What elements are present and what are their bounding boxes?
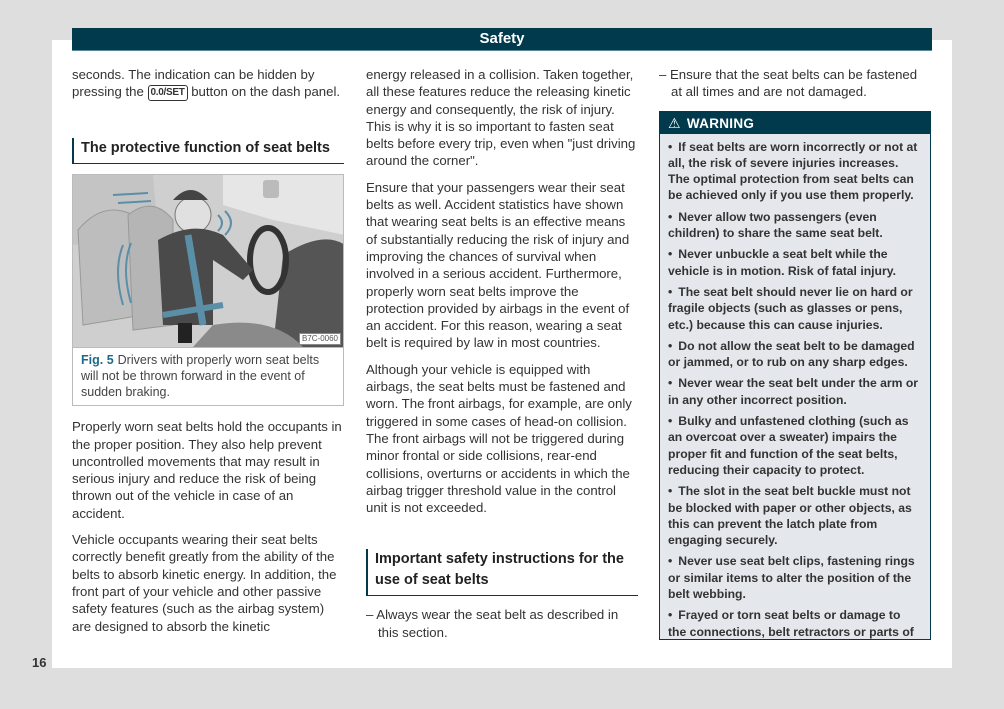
set-button-glyph: 0.0/SET: [148, 85, 188, 101]
warning-item: • Frayed or torn seat belts or damage to the connections, belt retractors or parts of: [668, 608, 914, 639]
driver-seatbelt-illustration: [73, 175, 343, 348]
section-heading-protective-function: The protective function of seat belts: [72, 138, 344, 164]
body-paragraph: Although your vehicle is equipped with airbags, the seat belts must be fastened and worn. The front airbags, for example, are only triggered in some cases of head-on collision. The front airbags will not be triggered during minor frontal or side collisions, rear-end collisions, overturns or accidents in which the airbag trigger threshold value in the control unit is not exceeded.: [366, 361, 632, 516]
body-paragraph: energy released in a collision. Taken together, all these features reduce the releasing kinetic energy and consequently, the risk of injury. This is why it is so important to fasten seat belts before every trip, even when "just driving around the corner".: [366, 67, 636, 169]
column-2: [366, 66, 638, 647]
warning-list: [660, 134, 930, 640]
warning-item: • Never allow two passengers (even children) to share the same seat belt.: [668, 209, 883, 241]
warning-triangle-icon: ⚠: [668, 114, 681, 131]
bullet-icon: •: [668, 414, 673, 429]
figure-code: B7C-0060: [299, 333, 341, 345]
body-paragraph: Vehicle occupants wearing their seat belts correctly benefit greatly from the ability of the belts to absorb kinetic energy. In addition, the front part of your vehicle and other passive safety features (such as the airbag system) are designed to absorb the kinetic: [72, 532, 337, 634]
bullet-icon: •: [668, 338, 673, 353]
body-paragraph: Properly worn seat belts hold the occupants in the proper position. They also help prevent uncontrolled movements that may result in serious injury and reduce the risk of being thrown out of the vehicle in case of an accident.: [72, 419, 342, 521]
figure-5: [72, 174, 344, 406]
bullet-icon: •: [668, 139, 673, 154]
bullet-icon: •: [668, 608, 673, 623]
column-3: [659, 66, 931, 640]
bullet-icon: •: [668, 554, 673, 569]
warning-title: WARNING: [686, 115, 755, 131]
section-heading-safety-instructions: Important safety instructions for the use of seat belts: [366, 549, 638, 596]
warning-item: • Never use seat belt clips, fastening rings or similar items to alter the position of the belt webbing.: [668, 554, 915, 602]
warning-box: [659, 111, 931, 640]
warning-item: • Do not allow the seat belt to be damaged or jammed, or to rub on any sharp edges.: [668, 338, 915, 370]
section-title: Safety: [479, 30, 525, 47]
bullet-icon: •: [668, 284, 673, 299]
bullet-icon: •: [668, 484, 673, 499]
bullet-icon: •: [668, 209, 673, 224]
page-number: 16: [32, 655, 47, 670]
instruction-item: – Ensure that the seat belts can be fastened at all times and are not damaged.: [659, 67, 918, 100]
warning-item: • Bulky and unfastened clothing (such as an overcoat over a sweater) impairs the proper fit and function of the seat belts, reducing their capacity to protect.: [668, 414, 909, 477]
warning-item: • If seat belts are worn incorrectly or not at all, the risk of severe injuries increases. The optimal protection from seat belts can be achieved only if you use them properly.: [668, 139, 918, 203]
instruction-item: – Always wear the seat belt as described in this section.: [366, 607, 619, 640]
figure-caption: Fig. 5 Drivers with properly worn seat belts will not be thrown forward in the event of sudden braking.: [81, 353, 320, 400]
column-1: [72, 66, 344, 644]
warning-item: • Never wear the seat belt under the arm or in any other incorrect position.: [668, 376, 919, 407]
bullet-icon: •: [668, 247, 673, 262]
section-header-bar: [72, 28, 932, 51]
intro-paragraph: seconds. The indication can be hidden by pressing the 0.0/SET button on the dash panel.: [72, 67, 341, 100]
body-paragraph: Ensure that your passengers wear their seat belts as well. Accident statistics have shown that wearing seat belts is an effective means of substantially reducing the risk of injury and improving the chances of survival when involved in a serious accident. Furthermore, properly worn seat belts improve the protection provided by airbags in the event of an accident. For this reason, wearing a seat belt is required by law in most countries.: [366, 179, 630, 351]
figure-label: Fig. 5: [81, 353, 114, 368]
warning-item: • The slot in the seat belt buckle must not be blocked with paper or other objects, as this can prevent the latch plate from engaging securely.: [668, 484, 912, 548]
bullet-icon: •: [668, 376, 673, 391]
warning-item: • Never unbuckle a seat belt while the vehicle is in motion. Risk of fatal injury.: [668, 247, 896, 278]
warning-header: [660, 112, 930, 134]
driver-illustration-svg: [73, 175, 343, 347]
warning-item: • The seat belt should never lie on hard or fragile objects (such as glasses or pens, etc.) because this can cause injuries.: [668, 284, 913, 332]
